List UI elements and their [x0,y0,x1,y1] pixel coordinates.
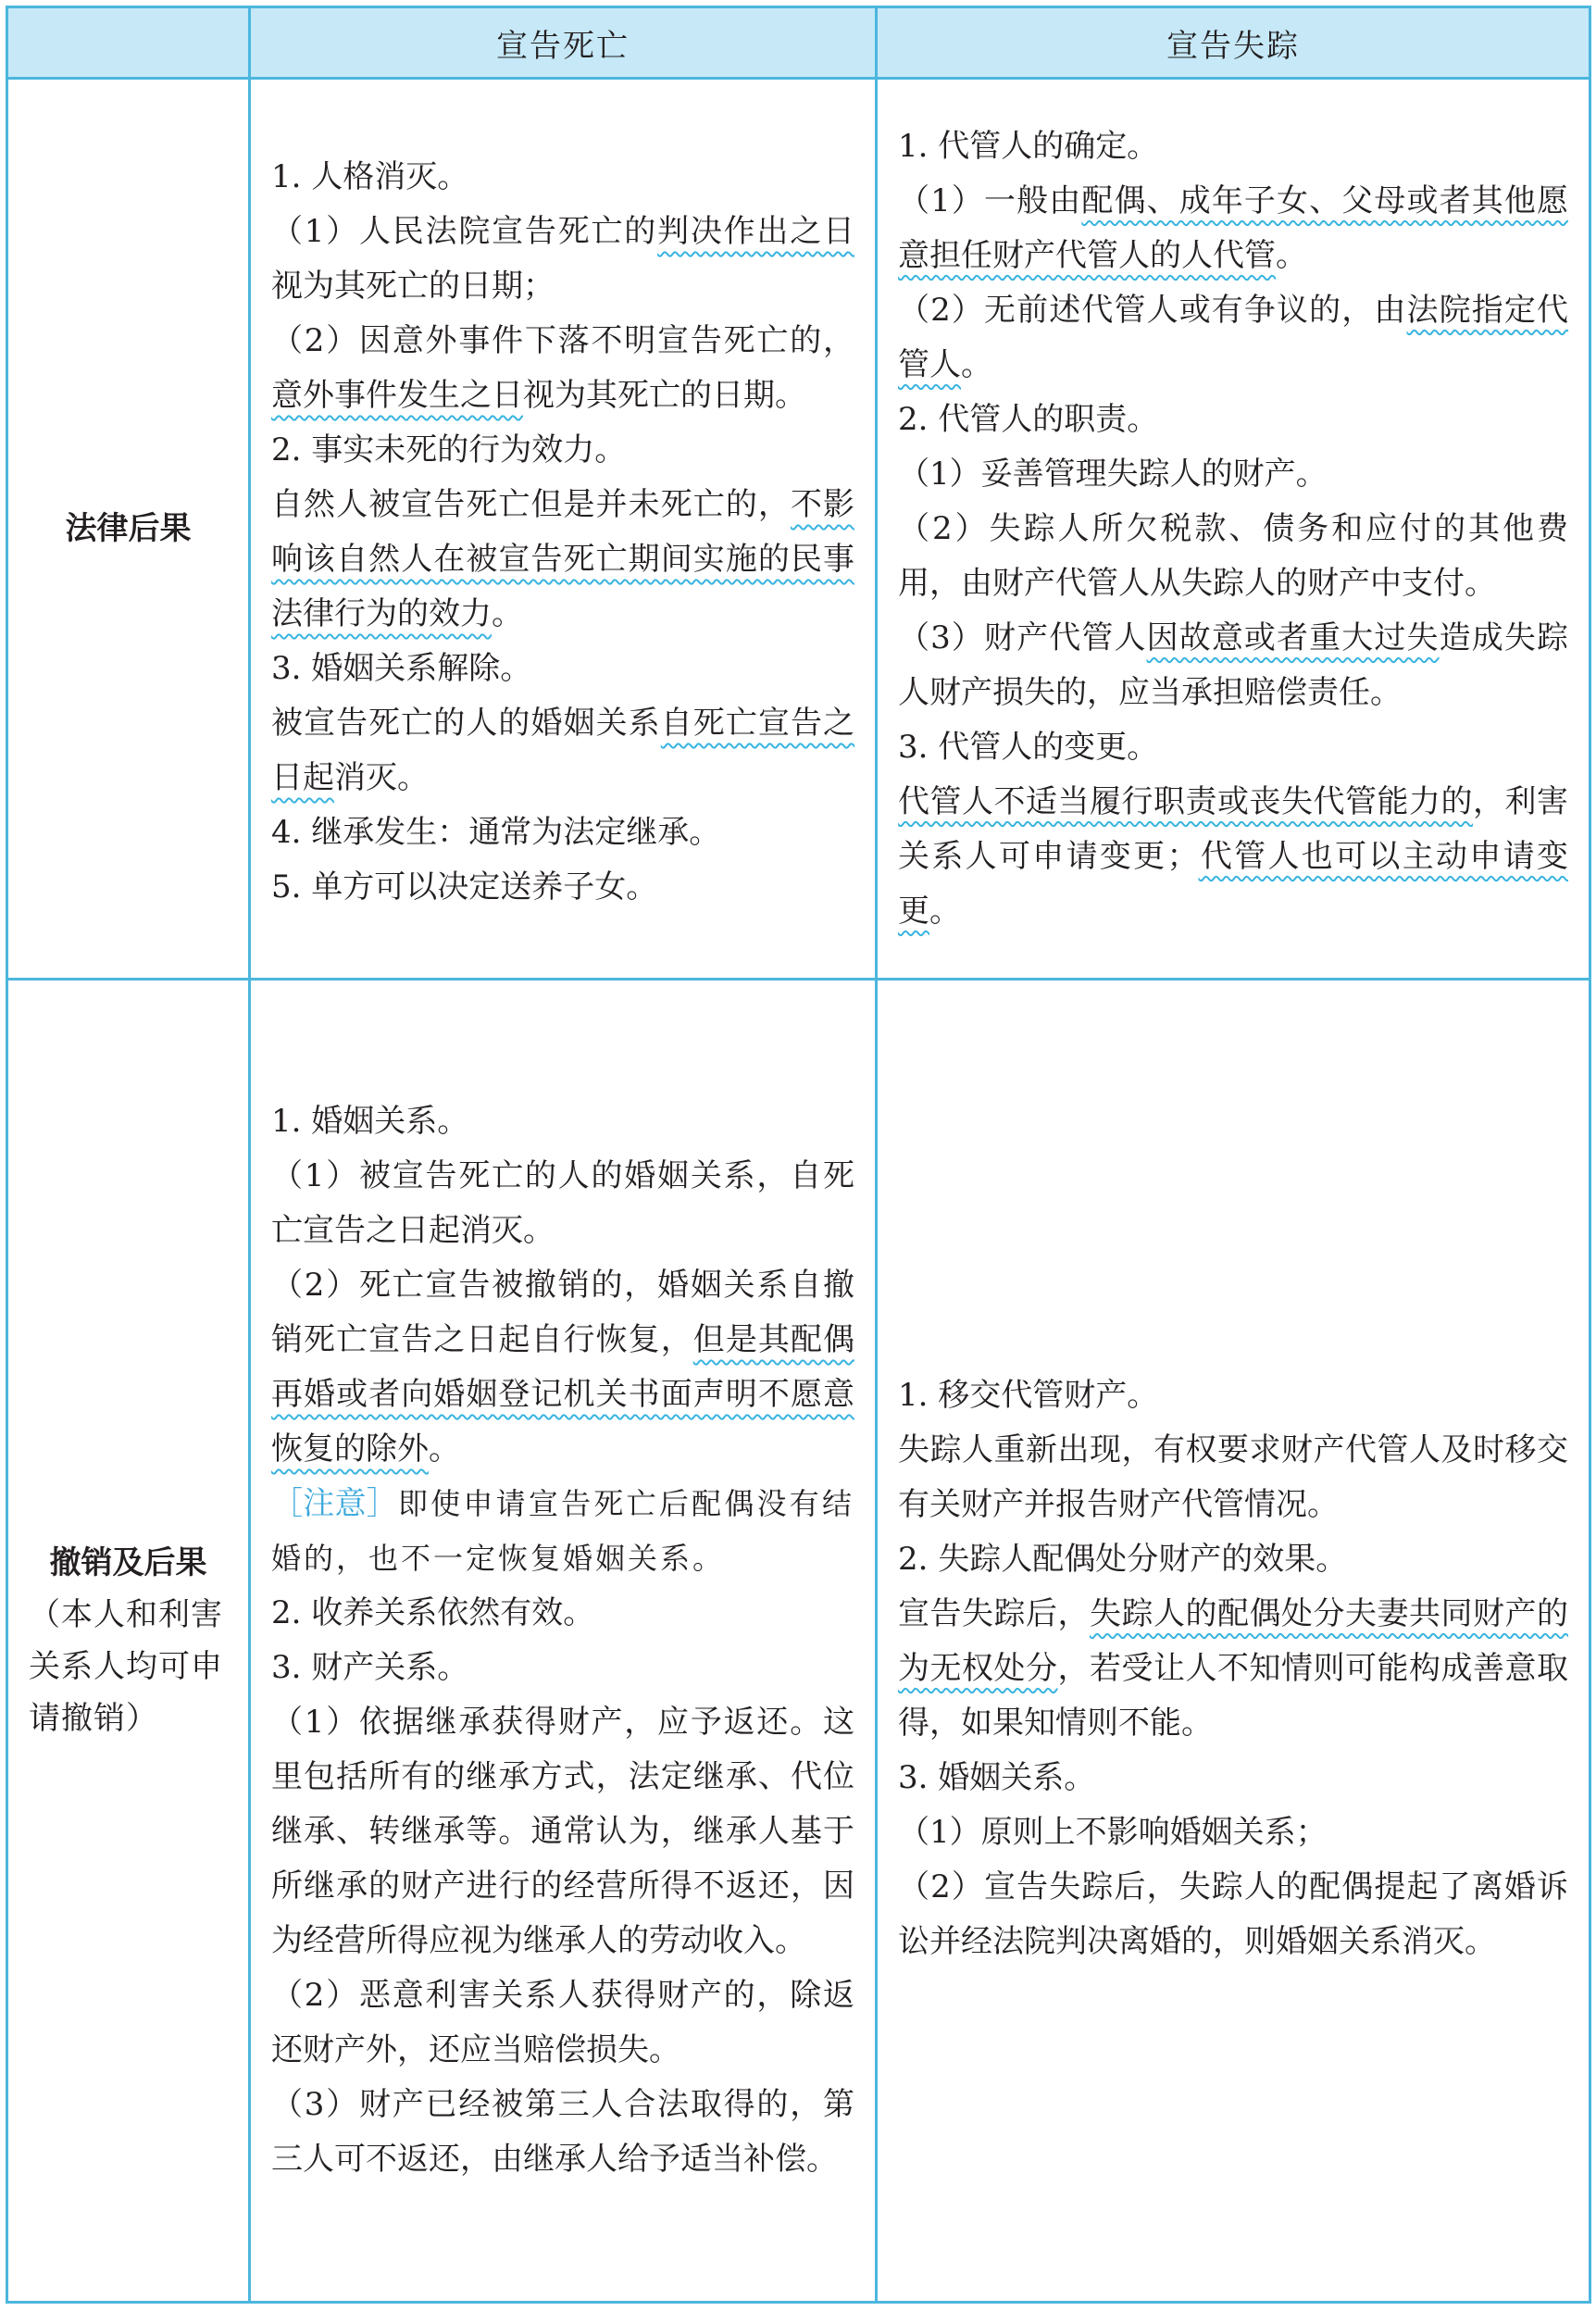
cell-death-revocation [250,980,877,2303]
text-run: 。 [1276,236,1307,274]
paragraph [271,205,854,314]
text-run: 被宣告死亡的人的婚姻关系 [271,705,661,742]
text-run: 2. 收养关系依然有效。 [271,1594,595,1631]
text-run: （3）财产已经被第三人合法取得的，第三人可不返还，由继承人给予适当补偿。 [271,2086,854,2178]
text-run: 。 [961,345,992,383]
note-text: 即使申请宣告死亡后配偶没有结婚的，也不一定恢复婚姻关系。 [271,1486,854,1576]
text-run: 2. 失踪人配偶处分财产的效果。 [898,1540,1348,1578]
missing-consequences-content [898,119,1568,939]
paragraph [271,423,854,478]
emphasized-text: 失踪人的配偶处分夫妻共同财产的为无权处分 [898,1594,1568,1687]
paragraph [271,1258,854,1477]
paragraph [898,1423,1568,1532]
text-run: 5. 单方可以决定送养子女。 [271,868,658,906]
paragraph [898,502,1568,611]
paragraph [271,1094,854,1149]
text-run: 1. 代管人的确定。 [898,127,1159,165]
text-run: ，若受让人不知情则可能构成善意取得，如果知情则不能。 [898,1649,1568,1742]
text-run: 。 [929,892,961,930]
header-declared-missing: 宣告失踪 [877,7,1590,79]
emphasized-text: 代管人也可以主动申请变更 [898,837,1569,930]
row-revocation [7,980,1590,2303]
paragraph [898,119,1568,174]
text-run: 3. 婚姻关系解除。 [271,650,532,687]
text-run: 3. 财产关系。 [271,1649,469,1686]
death-consequences-content [271,150,854,915]
emphasized-text: 法院指定代管人 [898,291,1569,383]
paragraph [898,1751,1568,1805]
text-run: 。 [429,1430,460,1468]
text-run: 4. 继承发生：通常为法定继承。 [271,814,721,851]
text-run: 宣告失踪后， [898,1594,1090,1632]
text-run: （2）恶意利害关系人获得财产的，除返还财产外，还应当赔偿损失。 [271,1977,854,2068]
paragraph [271,478,854,642]
text-run: 1. 移交代管财产。 [898,1376,1159,1414]
paragraph [271,806,854,860]
paragraph [898,447,1568,502]
row-label-legal-consequences [7,79,250,980]
text-run: （2）无前述代管人或有争议的，由 [898,291,1407,329]
text-run: （1）被宣告死亡的人的婚姻关系，自死亡宣告之日起消灭。 [271,1157,854,1249]
cell-death-consequences [250,79,877,980]
text-run: 1. 人格消灭。 [271,158,469,195]
text-run: （3）财产代管人 [898,618,1147,656]
text-run: （1）一般由 [898,181,1082,219]
paragraph [898,393,1568,447]
text-run: 失踪人重新出现，有权要求财产代管人及时移交有关财产并报告财产代管情况。 [898,1430,1568,1523]
paragraph [898,611,1568,720]
paragraph [271,1477,854,1586]
emphasized-text: 判决作出之日 [657,213,854,250]
paragraph [271,1695,854,1968]
text-run: （2）死亡宣告被撤销的，婚姻关系自撤销死亡宣告之日起自行恢复， [271,1267,854,1358]
note-tag: ［注意］ [271,1485,398,1522]
paragraph [271,696,854,806]
header-declared-death: 宣告死亡 [250,7,877,79]
emphasized-text: 但是其配偶再婚或者向婚姻登记机关书面声明不愿意恢复的除外 [271,1321,855,1468]
paragraph [898,1368,1568,1423]
paragraph [271,642,854,696]
text-run: 2. 事实未死的行为效力。 [271,431,627,468]
paragraph [271,314,854,423]
paragraph [271,1149,854,1258]
paragraph [271,1641,854,1695]
text-run: 视为其死亡的日期。 [523,377,806,414]
paragraph [898,720,1568,775]
text-run: 3. 婚姻关系。 [898,1758,1096,1796]
emphasized-text: 配偶、成年子女、父母或者其他愿意担任财产代管人的人代管 [898,181,1568,274]
text-run: 。 [492,595,523,632]
paragraph [271,150,854,205]
paragraph [898,1805,1568,1860]
text-run: 3. 代管人的变更。 [898,728,1159,766]
text-run: （1）依据继承获得财产，应予返还。这里包括所有的继承方式，法定继承、代位继承、转继承等。通常认为，继承人基于所继承的财产进行的经营所得不返还，因为经营所得应视为继承人的劳动收入。 [271,1704,854,1959]
row-legal-consequences [7,79,1590,980]
paragraph [271,1586,854,1641]
text-run: （1）妥善管理失踪人的财产。 [898,455,1328,493]
paragraph [898,1587,1568,1751]
row-label-sub: （本人和利害关系人均可申请撤销） [29,1596,223,1737]
paragraph [898,174,1568,283]
emphasized-text: 意外事件发生之日 [271,377,523,414]
text-run: 1. 婚姻关系。 [271,1103,469,1140]
death-revocation-content [271,1094,854,2187]
paragraph [898,775,1568,939]
missing-revocation-content [898,1368,1568,1969]
row-label-revocation [7,980,250,2303]
emphasized-text: 自死亡宣告之日起 [271,705,855,796]
paragraph [898,1860,1568,1969]
text-run: （2）因意外事件下落不明宣告死亡的， [271,322,854,359]
header-corner [7,7,250,79]
row-label-text: 法律后果 [65,510,192,547]
text-run: （1）人民法院宣告死亡的 [271,213,658,250]
text-run: 自然人被宣告死亡但是并未死亡的， [271,486,791,523]
text-run: 消灭。 [334,759,429,796]
text-run: （2）失踪人所欠税款、债务和应付的其他费用，由财产代管人从失踪人的财产中支付。 [898,509,1568,602]
emphasized-text: 因故意或者重大过失 [1146,618,1440,656]
emphasized-text: 代管人不适当履行职责或丧失代管能力的 [898,782,1473,820]
text-run: 视为其死亡的日期； [271,268,555,305]
text-run: 造成失踪人财产损失的，应当承担赔偿责任。 [898,618,1568,711]
text-run: （2）宣告失踪后，失踪人的配偶提起了离婚诉讼并经法院判决离婚的，则婚姻关系消灭。 [898,1868,1568,1960]
header-row [7,7,1590,79]
paragraph [271,2078,854,2187]
paragraph [898,1532,1568,1587]
text-run: ，利害关系人可申请变更； [898,782,1568,875]
row-label-main: 撤销及后果 [49,1544,207,1581]
paragraph [898,283,1568,393]
paragraph [271,860,854,915]
emphasized-text: 不影响该自然人在被宣告死亡期间实施的民事法律行为的效力 [271,486,855,632]
text-run: （1）原则上不影响婚姻关系； [898,1813,1328,1851]
text-run: 2. 代管人的职责。 [898,400,1159,438]
cell-missing-consequences [877,79,1590,980]
comparison-table [6,6,1591,2304]
paragraph [271,1968,854,2078]
cell-missing-revocation [877,980,1590,2303]
